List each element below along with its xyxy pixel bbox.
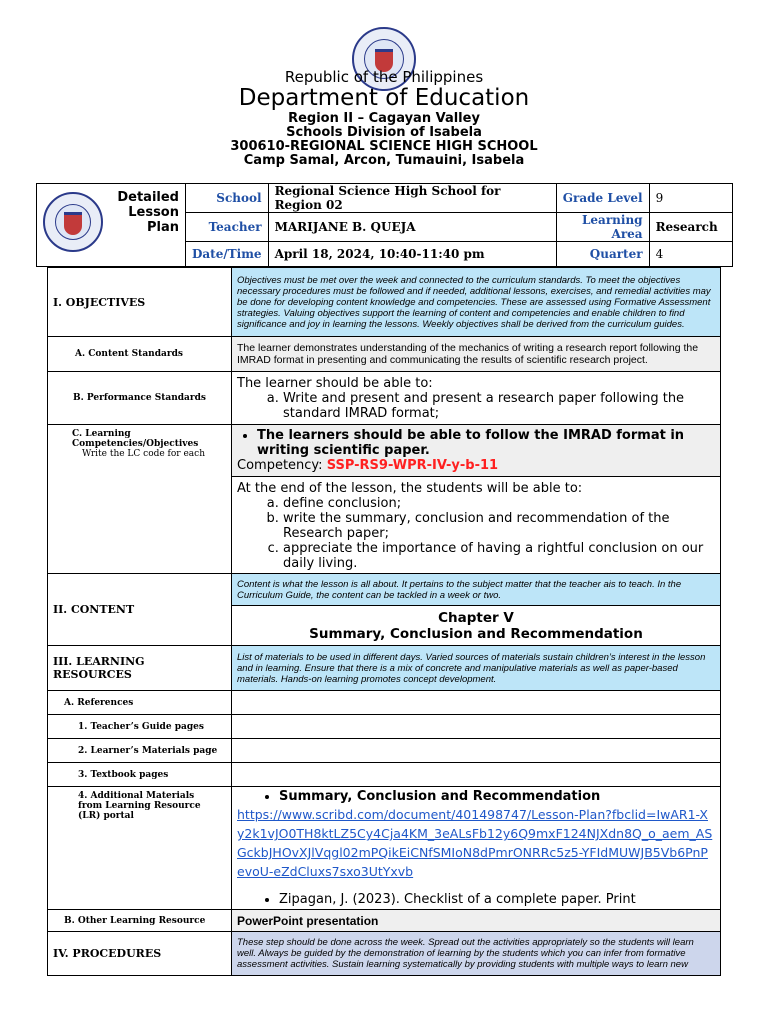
grade-value: 9 bbox=[649, 184, 732, 213]
lesson-plan-table bbox=[47, 267, 721, 976]
objectives-label: I. OBJECTIVES bbox=[48, 268, 232, 337]
competency-code: SSP-RS9-WPR-IV-y-b-11 bbox=[326, 458, 499, 473]
content-standards-text: The learner demonstrates understanding of the mechanics of writing a research report following the IMRAD format in presenting and communicating the results of scientific research project. bbox=[232, 337, 721, 372]
end-item: b. write the summary, conclusion and recommendation of the Research paper; bbox=[283, 511, 715, 541]
additional-materials-label: 4. Additional Materials from Learning Resource (LR) portal bbox=[48, 787, 232, 910]
procedures-label: IV. PROCEDURES bbox=[48, 932, 232, 976]
lesson-info-table bbox=[36, 183, 733, 267]
school-label: School bbox=[186, 184, 269, 213]
performance-standards-label: B. Performance Standards bbox=[48, 372, 232, 425]
additional-bullet: • Summary, Conclusion and Recommendation bbox=[279, 789, 715, 804]
date-label: Date/Time bbox=[186, 242, 269, 267]
republic-line: Republic of the Philippines bbox=[284, 68, 484, 86]
lesson-end-cell bbox=[232, 477, 721, 574]
grade-label: Grade Level bbox=[556, 184, 649, 213]
learning-competencies-cell bbox=[48, 425, 232, 574]
competency-cell bbox=[232, 425, 721, 477]
chapter-cell bbox=[232, 606, 721, 646]
additional-materials-cell bbox=[232, 787, 721, 910]
deped-seal-small bbox=[43, 192, 103, 252]
other-resource-label: B. Other Learning Resource bbox=[48, 910, 232, 932]
department-title: Department of Education bbox=[238, 85, 530, 111]
quarter-label: Quarter bbox=[556, 242, 649, 267]
content-standards-label: A. Content Standards bbox=[48, 337, 232, 372]
scribd-link[interactable]: https://www.scribd.com/document/401498747/Lesson-Plan?fbclid=IwAR1-Xy2k1vJO0TH8ktLZ5Cy4Cja4KM_3eALsFb12y6Q9mxF124NJXdn8Q_o_aem_ASGckbJHOvXJlVqgl02mPQikEiCNfSMIoN8dPmrONRRc5z5-YFIdMUWJB5Vb6PnPevoU-eZdCluxs7sxo3UtYxvb bbox=[237, 807, 713, 879]
teacher-value: MARIJANE B. QUEJA bbox=[268, 213, 556, 242]
teacher-label: Teacher bbox=[186, 213, 269, 242]
teachers-guide-value bbox=[232, 715, 721, 739]
logo-title-cell bbox=[37, 184, 186, 267]
performance-item: a. Write and present and present a research paper following the standard IMRAD format; bbox=[283, 391, 715, 421]
address-line: Camp Samal, Arcon, Tumauini, Isabela bbox=[243, 153, 525, 168]
end-item: c. appreciate the importance of having a rightful conclusion on our daily living. bbox=[283, 541, 715, 571]
learning-resources-note: List of materials to be used in different days. Varied sources of materials sustain children’s interest in the lesson and in learning. Ensure that there is a mix of concrete and manipulative materials as well as paper-based materials. Hands-on learning promotes concept development. bbox=[232, 646, 721, 691]
lesson-plan-title: Detailed Lesson Plan bbox=[117, 190, 179, 235]
area-value: Research bbox=[649, 213, 732, 242]
date-value: April 18, 2024, 10:40-11:40 pm bbox=[268, 242, 556, 267]
textbook-label: 3. Textbook pages bbox=[48, 763, 232, 787]
competency-label: Competency: bbox=[237, 458, 323, 473]
citation-item: • Zipagan, J. (2023). Checklist of a complete paper. Print bbox=[279, 892, 715, 907]
learners-materials-label: 2. Learner’s Materials page bbox=[48, 739, 232, 763]
objectives-note: Objectives must be met over the week and connected to the curriculum standards. To meet the objectives necessary procedures must be followed and if needed, additional lessons, exercises, and remedial activities may be done for developing content knowledge and competencies. These are assessed using Formative Assessment strategies. Valuing objectives support the learning of content and competencies and enable children to find significance and joy in learning the lessons. Weekly objectives shall be derived from the curriculum guides. bbox=[232, 268, 721, 337]
learning-resources-label: III. LEARNING RESOURCES bbox=[48, 646, 232, 691]
content-note: Content is what the lesson is all about. It pertains to the subject matter that the teacher ais to teach. In the Curriculum Guide, the content can be tackled in a week or two. bbox=[232, 574, 721, 606]
content-label: II. CONTENT bbox=[48, 574, 232, 646]
end-item: a. define conclusion; bbox=[283, 496, 715, 511]
performance-intro: The learner should be able to: bbox=[237, 375, 433, 391]
learners-materials-value bbox=[232, 739, 721, 763]
teachers-guide-label: 1. Teacher’s Guide pages bbox=[48, 715, 232, 739]
chapter-number: Chapter V bbox=[438, 609, 514, 626]
references-value bbox=[232, 691, 721, 715]
references-label: A. References bbox=[48, 691, 232, 715]
learning-competencies-label: C. Learning Competencies/Objectives bbox=[72, 429, 199, 449]
lc-bullet: • The learners should be able to follow the IMRAD format in writing scientific paper. bbox=[257, 428, 715, 458]
division-line: Schools Division of Isabela bbox=[286, 125, 482, 140]
procedures-note: These step should be done across the week. Spread out the activities appropriately so the students will learn well. Always be guided by the demonstration of learning by the students which you can infer from formative assessment activities. Sustain learning systematically by providing students with multiple ways to learn new bbox=[232, 932, 721, 976]
performance-standards-cell bbox=[232, 372, 721, 425]
school-value: Regional Science High School for Region 02 bbox=[268, 184, 556, 213]
region-line: Region II – Cagayan Valley bbox=[288, 111, 480, 126]
chapter-title: Summary, Conclusion and Recommendation bbox=[309, 625, 643, 642]
textbook-value bbox=[232, 763, 721, 787]
area-label: Learning Area bbox=[556, 213, 649, 242]
end-intro: At the end of the lesson, the students will be able to: bbox=[237, 481, 583, 496]
other-resource-value: PowerPoint presentation bbox=[232, 910, 721, 932]
quarter-value: 4 bbox=[649, 242, 732, 267]
lc-code-note: Write the LC code for each bbox=[82, 449, 206, 459]
school-line: 300610-REGIONAL SCIENCE HIGH SCHOOL bbox=[230, 139, 538, 154]
